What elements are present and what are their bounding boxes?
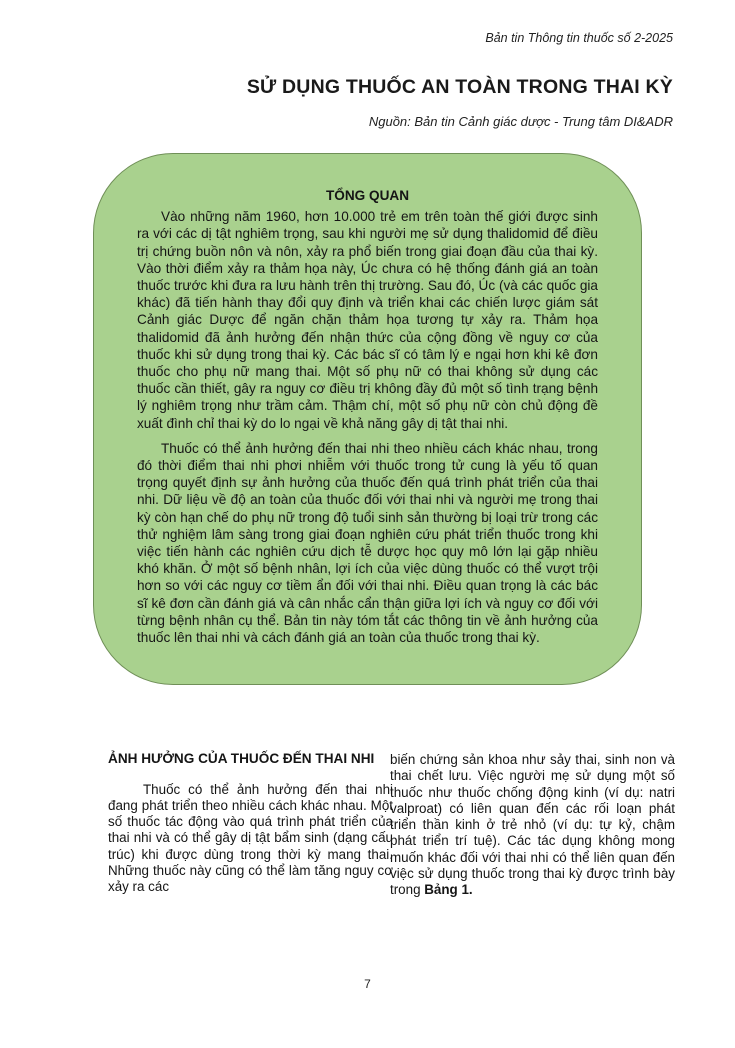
bulletin-header: Bản tin Thông tin thuốc số 2-2025: [485, 31, 673, 45]
overview-heading: TỔNG QUAN: [325, 188, 410, 203]
left-column: [108, 751, 393, 896]
page-number: 7: [364, 977, 371, 991]
right-column-text: biến chứng sản khoa như sảy thai, sinh non và thai chết lưu. Việc người mẹ sử dụng một số thuốc như thuốc chống động kinh (ví dụ: natri valproat) có liên quan đến các rối loạn phát triển thần kinh ở trẻ nhỏ (ví dụ: tự kỷ, chậm phát triển trí tuệ). Các tác dụng không mong muốn khác đối với thai nhi có thể liên quan đến việc sử dụng thuốc trong thai kỳ được trình bày trong: [390, 752, 675, 898]
section-heading: ẢNH HƯỞNG CỦA THUỐC ĐẾN THAI NHI: [108, 751, 375, 766]
overview-paragraph-2: Thuốc có thể ảnh hưởng đến thai nhi theo nhiều cách khác nhau, trong đó thời điểm thai nhi phơi nhiễm với thuốc trong tử cung là yếu tố quan trọng quyết định sự ảnh hưởng của thuốc đến quá trình phát triển của thai nhi. Dữ liệu về độ an toàn của thuốc đối với thai nhi và người mẹ trong thai kỳ còn hạn chế do phụ nữ trong độ tuổi sinh sản thường bị loại trừ trong các thử nghiệm lâm sàng trong giai đoạn nghiên cứu phát triển thuốc trong khi việc tiến hành các nghiên cứu dịch tễ dược học quy mô lớn lại gặp nhiều khó khăn. Ở một số bệnh nhân, lợi ích của việc dùng thuốc có thể vượt trội hơn so với các nguy cơ tiềm ẩn đối với thai nhi. Điều quan trọng là các bác sĩ kê đơn cần đánh giá và cân nhắc cẩn thận giữa lợi ích và nguy cơ đối với từng bệnh nhân cụ thể. Bản tin này tóm tắt các thông tin về ảnh hưởng của thuốc lên thai nhi và cách đánh giá an toàn của thuốc trong thai kỳ.: [137, 440, 598, 646]
right-column: [390, 752, 675, 899]
overview-box: [93, 153, 642, 685]
article-source: Nguồn: Bản tin Cảnh giác dược - Trung tâm DI&ADR: [368, 114, 673, 129]
table-reference: Bảng 1.: [424, 882, 473, 898]
article-title: SỬ DỤNG THUỐC AN TOÀN TRONG THAI KỲ: [246, 76, 673, 98]
overview-paragraph-1: Vào những năm 1960, hơn 10.000 trẻ em trên toàn thế giới được sinh ra với các dị tật nghiêm trọng, sau khi người mẹ sử dụng thalidomid để điều trị chứng buồn nôn và nôn, xảy ra phổ biến trong giai đoạn đầu của thai kỳ. Vào thời điểm xảy ra thảm họa này, Úc chưa có hệ thống đánh giá an toàn thuốc trước khi đưa ra lưu hành trên thị trường. Sau đó, Úc (và các quốc gia khác) đã tiến hành thay đổi quy định và triển khai các chiến lược giám sát Cảnh giác Dược để ngăn chặn thảm họa tương tự xảy ra. Thảm họa thalidomid đã ảnh hưởng đến nhận thức của cộng đồng về nguy cơ của thuốc khi sử dụng trong thai kỳ. Các bác sĩ có tâm lý e ngại hơn khi kê đơn thuốc cho phụ nữ mang thai. Một số phụ nữ có thai không sử dụng các thuốc cần thiết, gây ra nguy cơ điều trị không đầy đủ một số tình trạng bệnh lý nghiêm trọng như trầm cảm. Thậm chí, một số phụ nữ còn chủ động đề xuất đình chỉ thai kỳ do lo ngại về khả năng gây dị tật thai nhi.: [137, 209, 598, 431]
right-column-paragraph: [390, 752, 675, 899]
left-column-text: Thuốc có thể ảnh hưởng đến thai nhi đang phát triển theo nhiều cách khác nhau. Một số thuốc tác động vào quá trình phát triển của thai nhi và có thể gây dị tật bẩm sinh (dạng cấu trúc) khi được dùng trong thời kỳ mang thai. Những thuốc này cũng có thể làm tăng nguy cơ xảy ra các: [108, 781, 393, 895]
